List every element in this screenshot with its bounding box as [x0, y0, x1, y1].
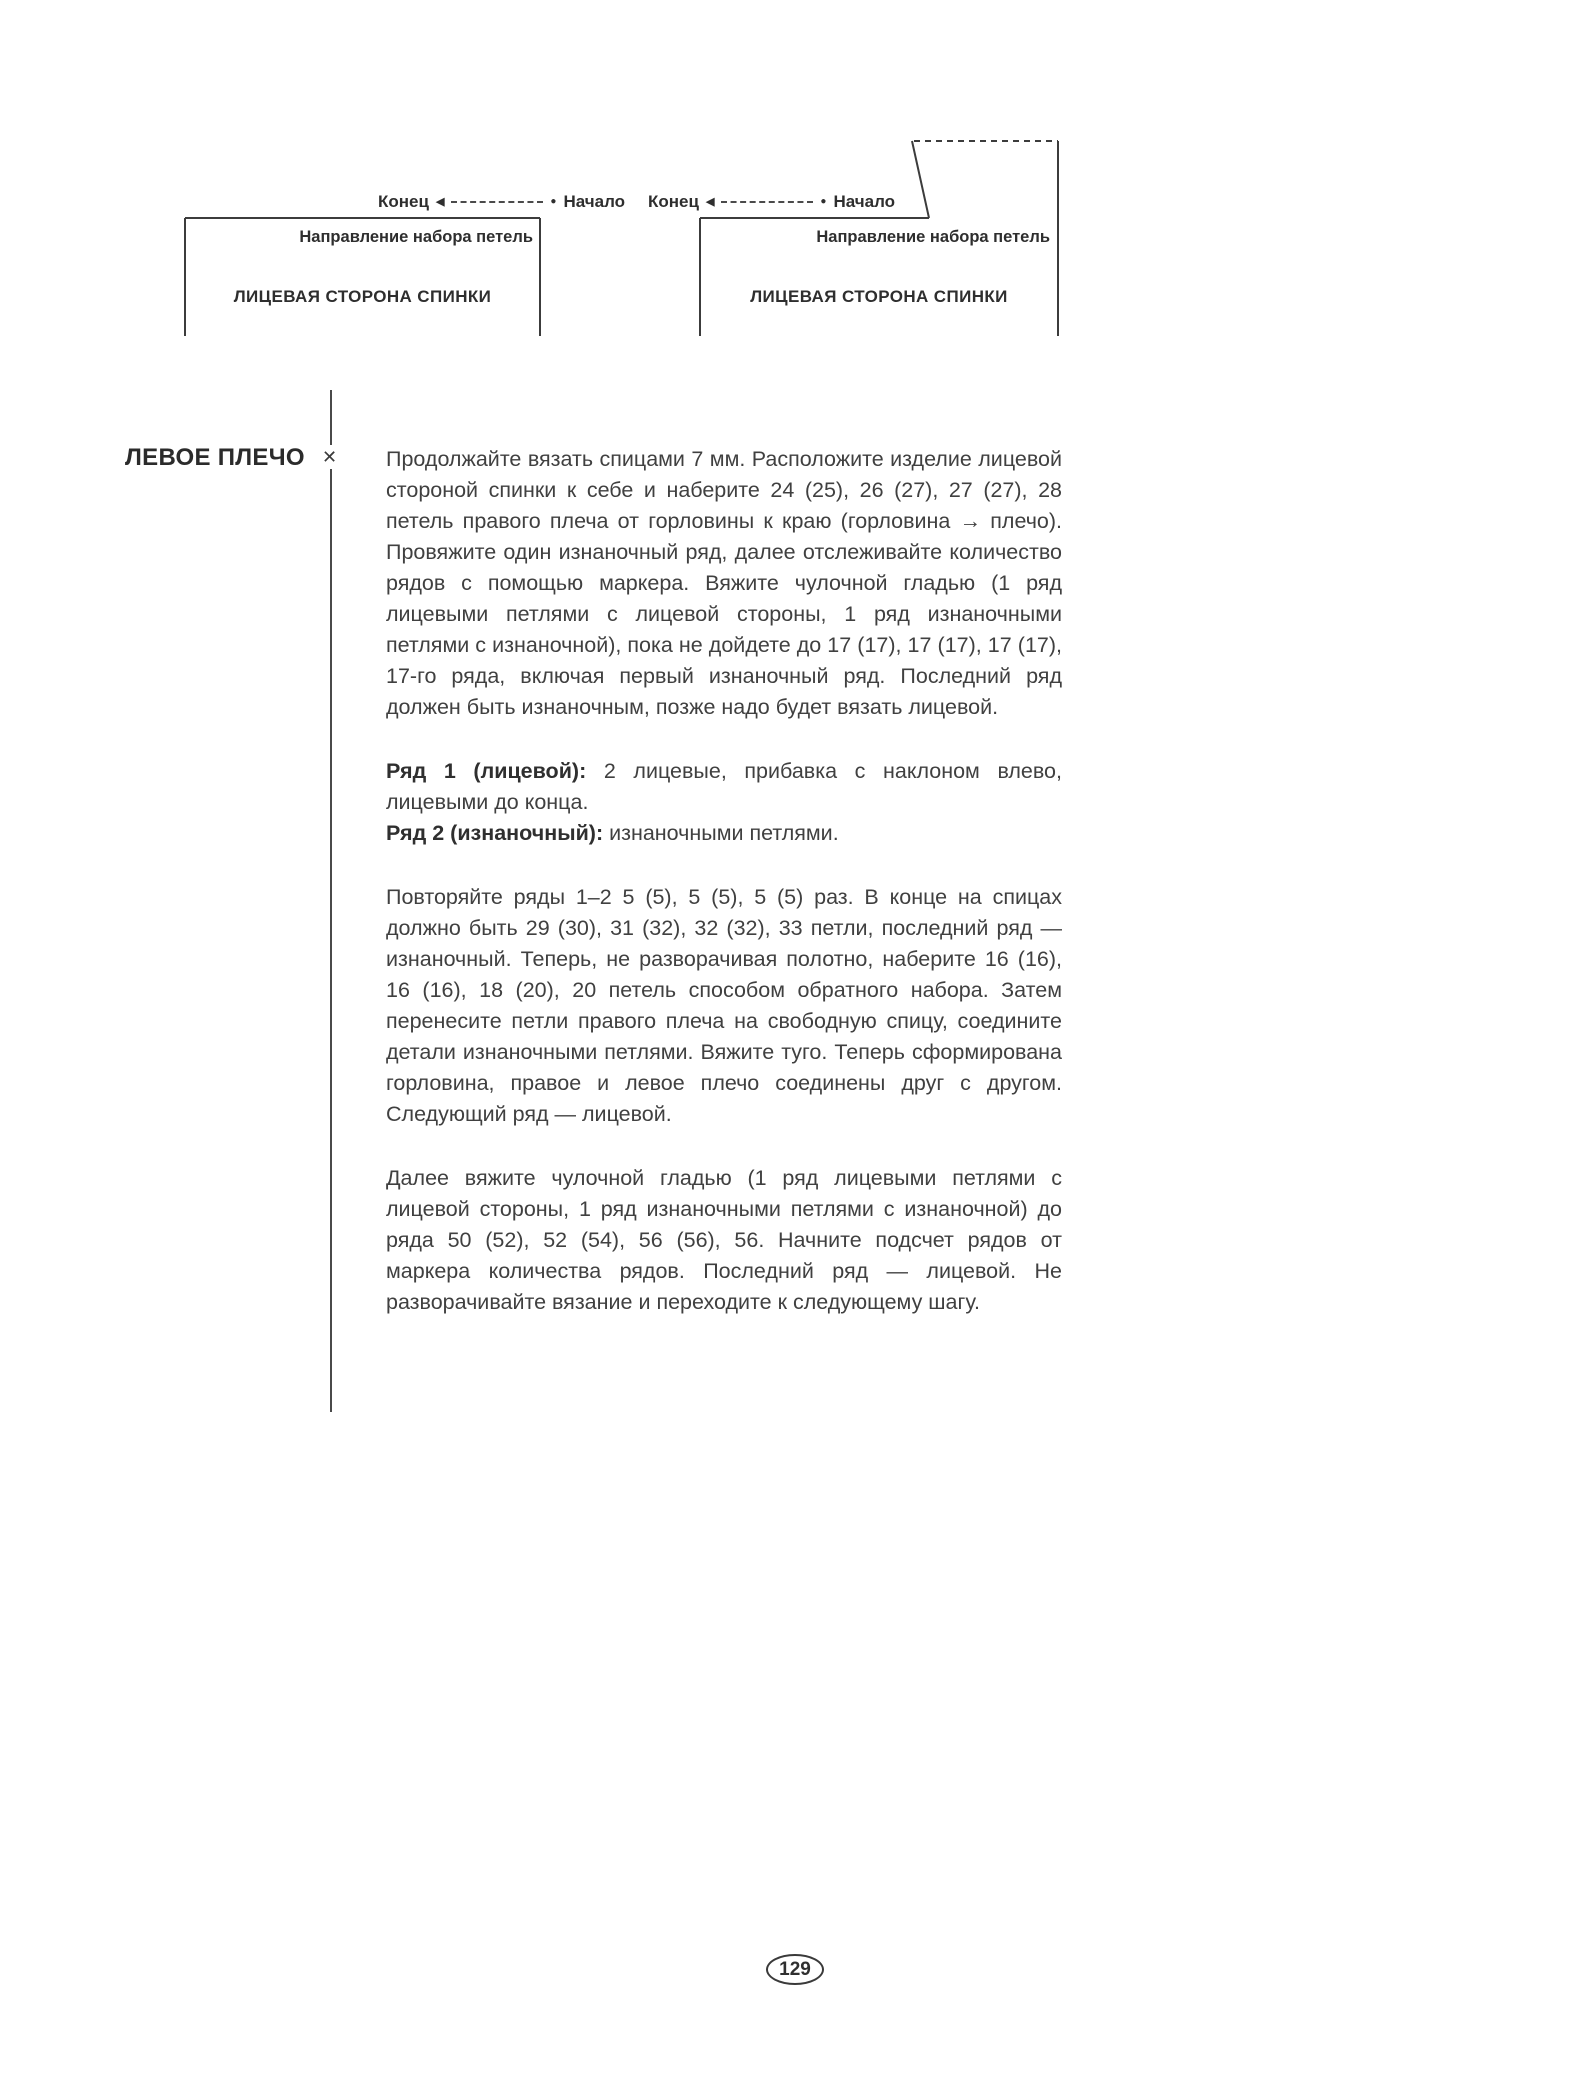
start-dot-icon: ● — [820, 196, 827, 207]
piece-side-label-right: ЛИЦЕВАЯ СТОРОНА СПИНКИ — [750, 287, 1008, 306]
start-label: Начало — [563, 192, 626, 211]
cast-on-direction-legend-left — [378, 192, 625, 212]
row-label: Ряд 2 (изнаночный): — [386, 821, 604, 845]
start-label: Начало — [833, 192, 896, 211]
arrow-left-icon: ◀ — [705, 195, 715, 208]
paragraph-repeat-and-join: Повторяйте ряды 1–2 5 (5), 5 (5), 5 (5) раз. В конце на спицах должно быть 29 (30), 31 (32), 32 (32), 33 петли, последний ряд — изнаночный. Теперь, не разворачивая полотно, наберите 16 (16), 16 (16), 18 (20), 20 петель способом обратного набора. Затем перенесите петли правого плеча на свободную спицу, соедините детали изнаночными петлями. Вяжите туго. Теперь сформирована горловина, правое и левое плечо соединены друг с другом. Следующий ряд — лицевой. — [386, 885, 1062, 1126]
page-number-badge — [766, 1954, 824, 1985]
row-label: Ряд 1 (лицевой): — [386, 759, 587, 783]
start-dot-icon: ● — [550, 196, 557, 207]
margin-rule — [330, 390, 332, 1412]
piece-side-label-left: ЛИЦЕВАЯ СТОРОНА СПИНКИ — [233, 287, 492, 306]
page-number: 129 — [779, 1958, 811, 1980]
instruction-text-column — [386, 444, 1062, 1351]
row-instructions — [386, 756, 1062, 849]
row-text: изнаночными петлями. — [609, 821, 839, 845]
dashed-line — [721, 201, 813, 203]
cast-on-direction-label-left: Направление набора петель — [299, 228, 533, 246]
end-label: Конец — [378, 192, 429, 211]
paragraph-shoulder-setup: Продолжайте вязать спицами 7 мм. Расположите изделие лицевой стороной спинки к себе и наберите 24 (25), 26 (27), 27 (27), 28 петель правого плеча от горловины к краю (горловина → плечо). Провяжите один изнаночный ряд, далее отслеживайте количество рядов с помощью маркера. Вяжите чулочной гладью (1 ряд лицевыми петлями с лицевой стороны, 1 ряд изнаночными петлями с изнаночной), пока не дойдете до 17 (17), 17 (17), 17 (17), 17-го ряда, включая первый изнаночный ряд. Последний ряд должен быть изнаночным, позже надо будет вязать лицевой. — [386, 447, 1062, 719]
cast-on-direction-legend-right — [648, 192, 895, 212]
cast-on-direction-label-right: Направление набора петель — [816, 228, 1050, 246]
cross-marker-icon: ✕ — [322, 447, 338, 467]
row-text: 2 лицевые, прибавка с наклоном влево, лицевыми до конца. — [386, 759, 1062, 814]
row-instruction-2 — [386, 818, 1062, 849]
arrow-left-icon: ◀ — [435, 195, 445, 208]
end-label: Конец — [648, 192, 699, 211]
row-instruction-1 — [386, 756, 1062, 818]
dashed-line — [451, 201, 543, 203]
section-heading: ЛЕВОЕ ПЛЕЧО — [125, 444, 305, 471]
paragraph-continue-stockinette: Далее вяжите чулочной гладью (1 ряд лицевыми петлями с лицевой стороны, 1 ряд изнаночными петлями с изнаночной) до ряда 50 (52), 52 (54), 56 (56), 56. Начните подсчет рядов от маркера количества рядов. Последний ряд — лицевой. Не разворачивайте вязание и переходите к следующему шагу. — [386, 1166, 1062, 1314]
